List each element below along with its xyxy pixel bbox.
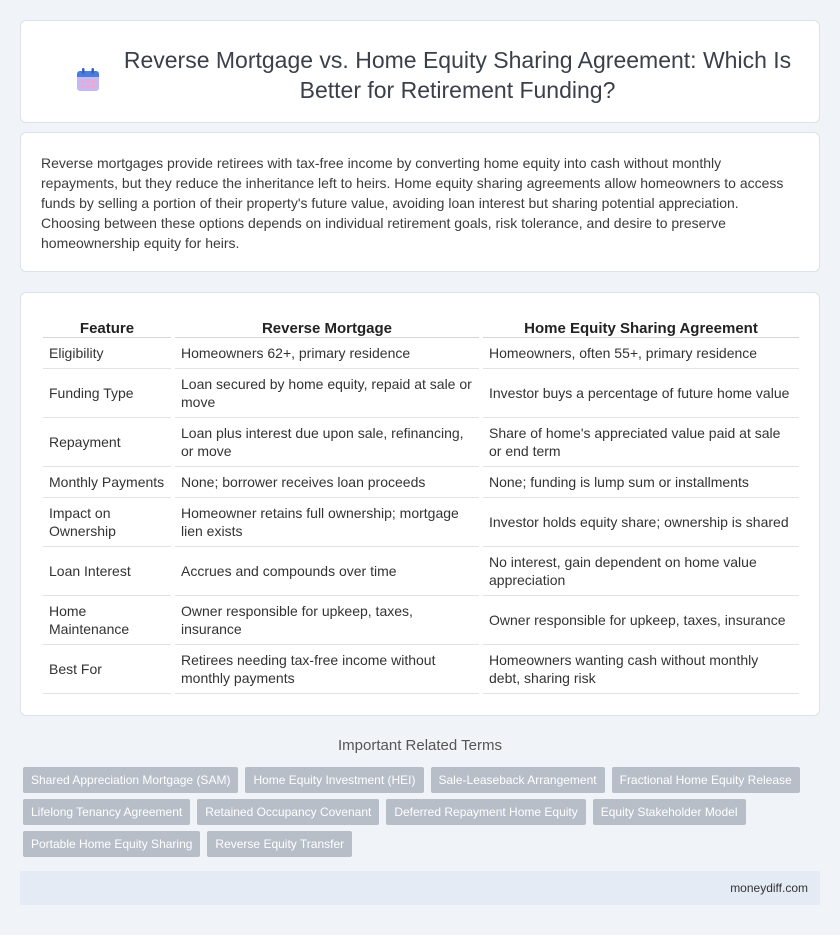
related-term-tag[interactable]: Retained Occupancy Covenant	[197, 799, 379, 825]
related-term-tag[interactable]: Fractional Home Equity Release	[612, 767, 800, 793]
table-header-row	[43, 315, 799, 338]
row-home-equity-sharing: Investor holds equity share; ownership is shared	[483, 498, 799, 547]
row-feature: Impact on Ownership	[43, 498, 171, 547]
related-term-tag[interactable]: Deferred Repayment Home Equity	[386, 799, 585, 825]
calendar-icon	[76, 68, 100, 92]
row-feature: Repayment	[43, 418, 171, 467]
row-feature: Loan Interest	[43, 547, 171, 596]
row-home-equity-sharing: No interest, gain dependent on home value appreciation	[483, 547, 799, 596]
row-home-equity-sharing: Owner responsible for upkeep, taxes, insurance	[483, 596, 799, 645]
table-row	[43, 338, 799, 369]
header-feature: Feature	[43, 315, 171, 338]
row-reverse-mortgage: Loan secured by home equity, repaid at sale or move	[175, 369, 479, 418]
page-title: Reverse Mortgage vs. Home Equity Sharing Agreement: Which Is Better for Retirement Funding?	[123, 47, 792, 103]
intro-card	[20, 132, 820, 272]
title-card	[20, 20, 820, 123]
row-home-equity-sharing: Share of home's appreciated value paid at sale or end term	[483, 418, 799, 467]
comparison-table	[43, 315, 799, 694]
row-home-equity-sharing: Investor buys a percentage of future home value	[483, 369, 799, 418]
related-terms-title: Important Related Terms	[338, 737, 502, 754]
table-row	[43, 369, 799, 418]
related-term-tag[interactable]: Equity Stakeholder Model	[593, 799, 746, 825]
row-feature: Eligibility	[43, 338, 171, 369]
table-row	[43, 547, 799, 596]
header-home-equity-sharing: Home Equity Sharing Agreement	[483, 315, 799, 338]
comparison-card	[20, 292, 820, 716]
row-home-equity-sharing: Homeowners wanting cash without monthly debt, sharing risk	[483, 645, 799, 694]
related-term-tag[interactable]: Lifelong Tenancy Agreement	[23, 799, 190, 825]
related-term-tag[interactable]: Portable Home Equity Sharing	[23, 831, 200, 857]
intro-paragraph: Reverse mortgages provide retirees with tax-free income by converting home equity into cash without monthly repayments, but they reduce the inheritance left to heirs. Home equity sharing agreements allow homeowners to access funds by selling a portion of their property's future value, avoiding loan interest but sharing potential appreciation. Choosing between these options depends on individual retirement goals, risk tolerance, and desire to preserve homeownership equity for heirs.	[41, 155, 784, 251]
table-row	[43, 645, 799, 694]
related-term-tag[interactable]: Sale-Leaseback Arrangement	[431, 767, 605, 793]
row-home-equity-sharing: None; funding is lump sum or installments	[483, 467, 799, 498]
row-feature: Monthly Payments	[43, 467, 171, 498]
row-reverse-mortgage: Retirees needing tax-free income without monthly payments	[175, 645, 479, 694]
header-reverse-mortgage: Reverse Mortgage	[175, 315, 479, 338]
related-term-tag[interactable]: Reverse Equity Transfer	[207, 831, 352, 857]
table-row	[43, 418, 799, 467]
row-reverse-mortgage: Homeowner retains full ownership; mortgage lien exists	[175, 498, 479, 547]
row-reverse-mortgage: Accrues and compounds over time	[175, 547, 479, 596]
row-reverse-mortgage: None; borrower receives loan proceeds	[175, 467, 479, 498]
row-reverse-mortgage: Homeowners 62+, primary residence	[175, 338, 479, 369]
related-term-tag[interactable]: Home Equity Investment (HEI)	[245, 767, 423, 793]
table-row	[43, 596, 799, 645]
row-reverse-mortgage: Owner responsible for upkeep, taxes, insurance	[175, 596, 479, 645]
row-reverse-mortgage: Loan plus interest due upon sale, refinancing, or move	[175, 418, 479, 467]
related-terms-list	[23, 767, 823, 863]
row-feature: Funding Type	[43, 369, 171, 418]
row-feature: Home Maintenance	[43, 596, 171, 645]
related-term-tag[interactable]: Shared Appreciation Mortgage (SAM)	[23, 767, 238, 793]
table-row	[43, 498, 799, 547]
site-name[interactable]: moneydiff.com	[730, 881, 808, 895]
table-row	[43, 467, 799, 498]
row-home-equity-sharing: Homeowners, often 55+, primary residence	[483, 338, 799, 369]
row-feature: Best For	[43, 645, 171, 694]
footer	[20, 871, 820, 905]
